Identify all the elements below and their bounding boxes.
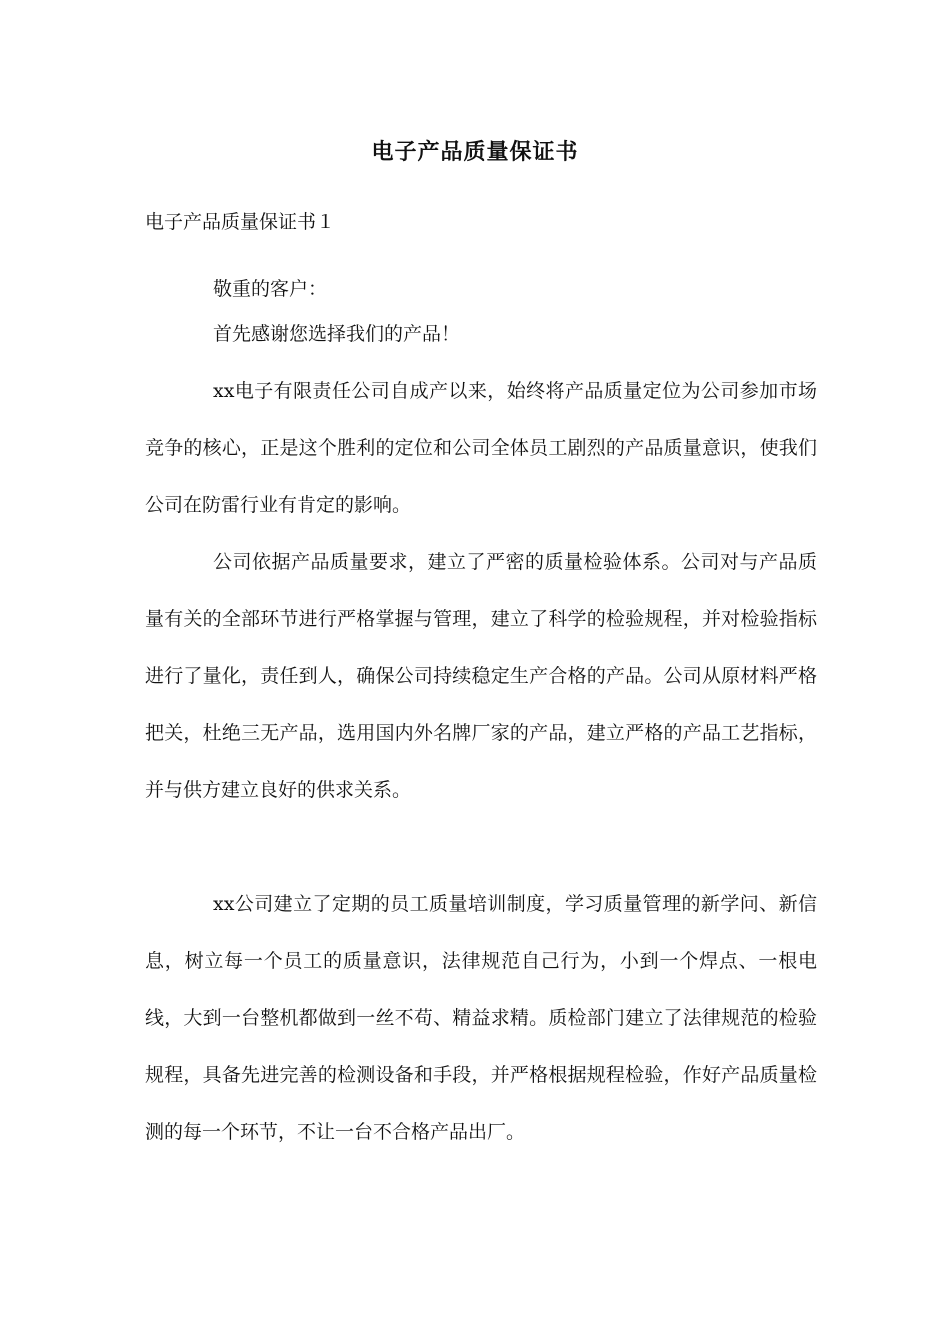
salutation-paragraph: 敬重的客户： (213, 278, 328, 300)
training-paragraph: xx公司建立了定期的员工质量培训制度，学习质量管理的新学问、新信息，树立每一个员工的质量意识，法律规范自己行为，小到一个焊点、一根电线，大到一台整机都做到一丝不苟、精益求精。质检部门建立了法律规范的检验规程，具备先进完善的检测设备和手段，并严格根据规程检验，作好产品质量检测的每一个环节，不让一台不合格产品出厂。 (145, 893, 817, 1143)
inspection-system-paragraph: 公司依据产品质量要求，建立了严密的质量检验体系。公司对与产品质量有关的全部环节进行严格掌握与管理，建立了科学的检验规程，并对检验指标进行了量化，责任到人，确保公司持续稳定生产合格的产品。公司从原材料严格把关，杜绝三无产品，选用国内外名牌厂家的产品，建立严格的产品工艺指标，并与供方建立良好的供求关系。 (145, 551, 817, 801)
document-subtitle: 电子产品质量保证书１ (145, 211, 336, 233)
document-title: 电子产品质量保证书 (371, 139, 579, 165)
thanks-paragraph: 首先感谢您选择我们的产品！ (213, 323, 461, 345)
company-intro-paragraph: xx电子有限责任公司自成产以来，始终将产品质量定位为公司参加市场竞争的核心，正是这个胜利的定位和公司全体员工剧烈的产品质量意识，使我们公司在防雷行业有肯定的影响。 (145, 380, 817, 516)
